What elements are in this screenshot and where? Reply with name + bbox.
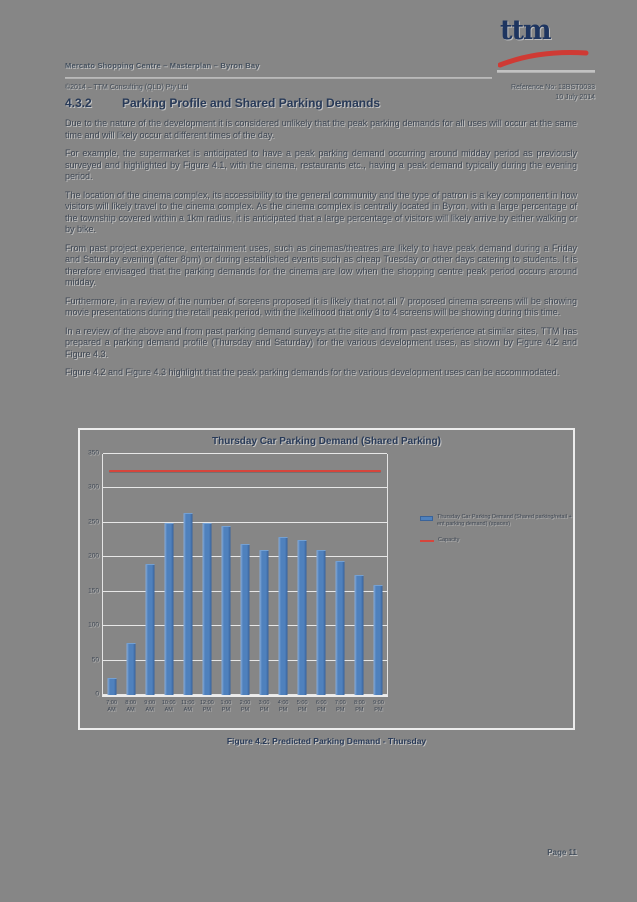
header-divider bbox=[65, 77, 492, 78]
chart-plot-area bbox=[88, 449, 388, 698]
figure-caption: Figure 4.2: Predicted Parking Demand - Thursday bbox=[226, 736, 427, 746]
legend-label: Capacity bbox=[438, 536, 460, 543]
gridline bbox=[88, 483, 387, 491]
legend-bar-swatch-icon bbox=[420, 516, 433, 521]
document-project-title: Mercato Shopping Centre – Masterplan – Byron Bay bbox=[65, 61, 260, 70]
bar-100PM bbox=[222, 526, 231, 695]
bar-800AM bbox=[127, 643, 136, 695]
gridline bbox=[88, 518, 387, 526]
document-date: 10 July 2014 bbox=[555, 94, 595, 101]
x-axis-tick-label: 9:00 AM bbox=[144, 700, 156, 713]
x-axis-tick-label: 3:00 PM bbox=[258, 700, 270, 713]
y-axis-tick-label: 50 bbox=[91, 656, 99, 664]
legend-item bbox=[420, 537, 572, 544]
x-axis-tick-label: 7:00 AM bbox=[106, 700, 117, 713]
reference-number: Reference No: 13BST0033 bbox=[510, 84, 595, 91]
bar-1000AM bbox=[165, 523, 174, 695]
legend-label: Thursday Car Parking Demand (Shared parking/retail + ent parking demand) (spaces) bbox=[437, 514, 572, 527]
legend-item bbox=[420, 514, 572, 528]
bar-1200PM bbox=[203, 523, 212, 695]
x-axis-tick-label: 5:00 PM bbox=[296, 700, 308, 713]
x-axis-tick-label: 7:00 PM bbox=[334, 700, 346, 713]
x-axis-tick-label: 1:00 PM bbox=[220, 700, 232, 713]
section-title: Parking Profile and Shared Parking Demands bbox=[122, 96, 381, 110]
bar-700AM bbox=[108, 678, 117, 695]
legend-line-swatch-icon bbox=[420, 540, 434, 542]
paragraph: Figure 4.2 and Figure 4.3 highlight that the peak parking demands for the various development uses can be accommodated. bbox=[65, 367, 560, 377]
ttm-logo-text: ttm bbox=[500, 15, 551, 46]
chart-title: Thursday Car Parking Demand (Shared Parking) bbox=[212, 436, 441, 447]
paragraph: For example, the supermarket is anticipated to have a peak parking demand occurring around midday period as previously surveyed and highlighted by Figure 4.1, with the cinema, restaurants etc., having a peak demand typically during the evening period. bbox=[65, 148, 577, 181]
capacity-line bbox=[109, 470, 382, 473]
y-axis-tick-label: 300 bbox=[88, 483, 99, 491]
section-heading bbox=[65, 96, 577, 110]
gridline bbox=[88, 449, 387, 457]
paragraph: In a review of the above and from past parking demand surveys at the site and from past experience at similar sites, TTM has prepared a parking demand profile (Thursday and Saturday) for the various development uses, as shown by Figure 4.2 and Figure 4.3. bbox=[65, 325, 577, 359]
paragraph: The location of the cinema complex, its accessibility to the general community and the type of patron is a key component in how visitors will likely travel to the cinema complex. As the cinema complex is centrally located in Byron, with a large percentage of the township covered within a 1km radius, it is anticipated that a large percentage of visitors will likely arrive by either walking or by bike. bbox=[65, 189, 577, 234]
bar-800PM bbox=[354, 575, 363, 696]
y-axis-tick-label: 150 bbox=[88, 587, 99, 595]
copyright-line: ©2014 – TTM Consulting (QLD) Pty Ltd bbox=[65, 84, 188, 91]
x-axis-tick-label: 4:00 PM bbox=[277, 700, 289, 713]
parking-demand-chart bbox=[78, 428, 575, 730]
section-number: 4.3.2 bbox=[65, 96, 92, 110]
x-axis-tick-label: 12:00 PM bbox=[199, 700, 214, 713]
x-axis-tick-label: 9:00 PM bbox=[373, 700, 384, 713]
bar-900PM bbox=[373, 585, 382, 695]
logo-divider bbox=[497, 70, 595, 72]
page-number: Page 11 bbox=[547, 848, 577, 857]
x-axis-labels bbox=[102, 700, 388, 713]
bar-400PM bbox=[278, 537, 287, 695]
x-axis-tick-label: 10:00 AM bbox=[161, 700, 176, 713]
paragraph: From past project experience, entertainment uses, such as cinemas/theatres are likely to have peak demand during a Friday and Saturday evening (after 8pm) or during established events such as cheap Tuesday or other days catering to students. It is therefore envisaged that the parking demands for the cinema are low when the shopping centre peak period occurs around midday. bbox=[65, 242, 577, 287]
chart-legend bbox=[420, 514, 572, 552]
x-axis-tick-label: 8:00 AM bbox=[125, 700, 136, 713]
y-axis-tick-label: 200 bbox=[88, 552, 99, 560]
y-axis-tick-label: 250 bbox=[88, 518, 99, 526]
y-axis-tick-label: 100 bbox=[88, 621, 99, 629]
paragraph: Due to the nature of the development it is considered unlikely that the peak parking demands for all uses will occur at the same time and will likely occur at different times of the day. bbox=[65, 118, 577, 140]
x-axis-tick-label: 6:00 PM bbox=[315, 700, 327, 713]
x-axis-tick-label: 2:00 PM bbox=[239, 700, 251, 713]
bar-900AM bbox=[146, 564, 155, 695]
x-axis-tick-label: 11:00 AM bbox=[181, 700, 195, 713]
ttm-logo bbox=[500, 15, 595, 46]
paragraph: Furthermore, in a review of the number of screens proposed it is likely that not all 7 proposed cinema screens will be showing movie presentations during the retail peak period, with the likelihood that only 3 to 4 screens will be showing during this time. bbox=[65, 295, 577, 317]
logo-swoosh-icon bbox=[498, 46, 590, 68]
bar-500PM bbox=[297, 540, 306, 695]
bar-600PM bbox=[316, 550, 325, 695]
body-text bbox=[65, 118, 577, 386]
bar-1100AM bbox=[184, 513, 193, 695]
y-axis-tick-label: 350 bbox=[88, 449, 99, 457]
bar-700PM bbox=[335, 561, 344, 695]
bar-200PM bbox=[241, 544, 250, 695]
bar-300PM bbox=[259, 550, 268, 695]
x-axis-tick-label: 8:00 PM bbox=[353, 700, 365, 713]
y-axis-tick-label: 0 bbox=[95, 690, 99, 698]
